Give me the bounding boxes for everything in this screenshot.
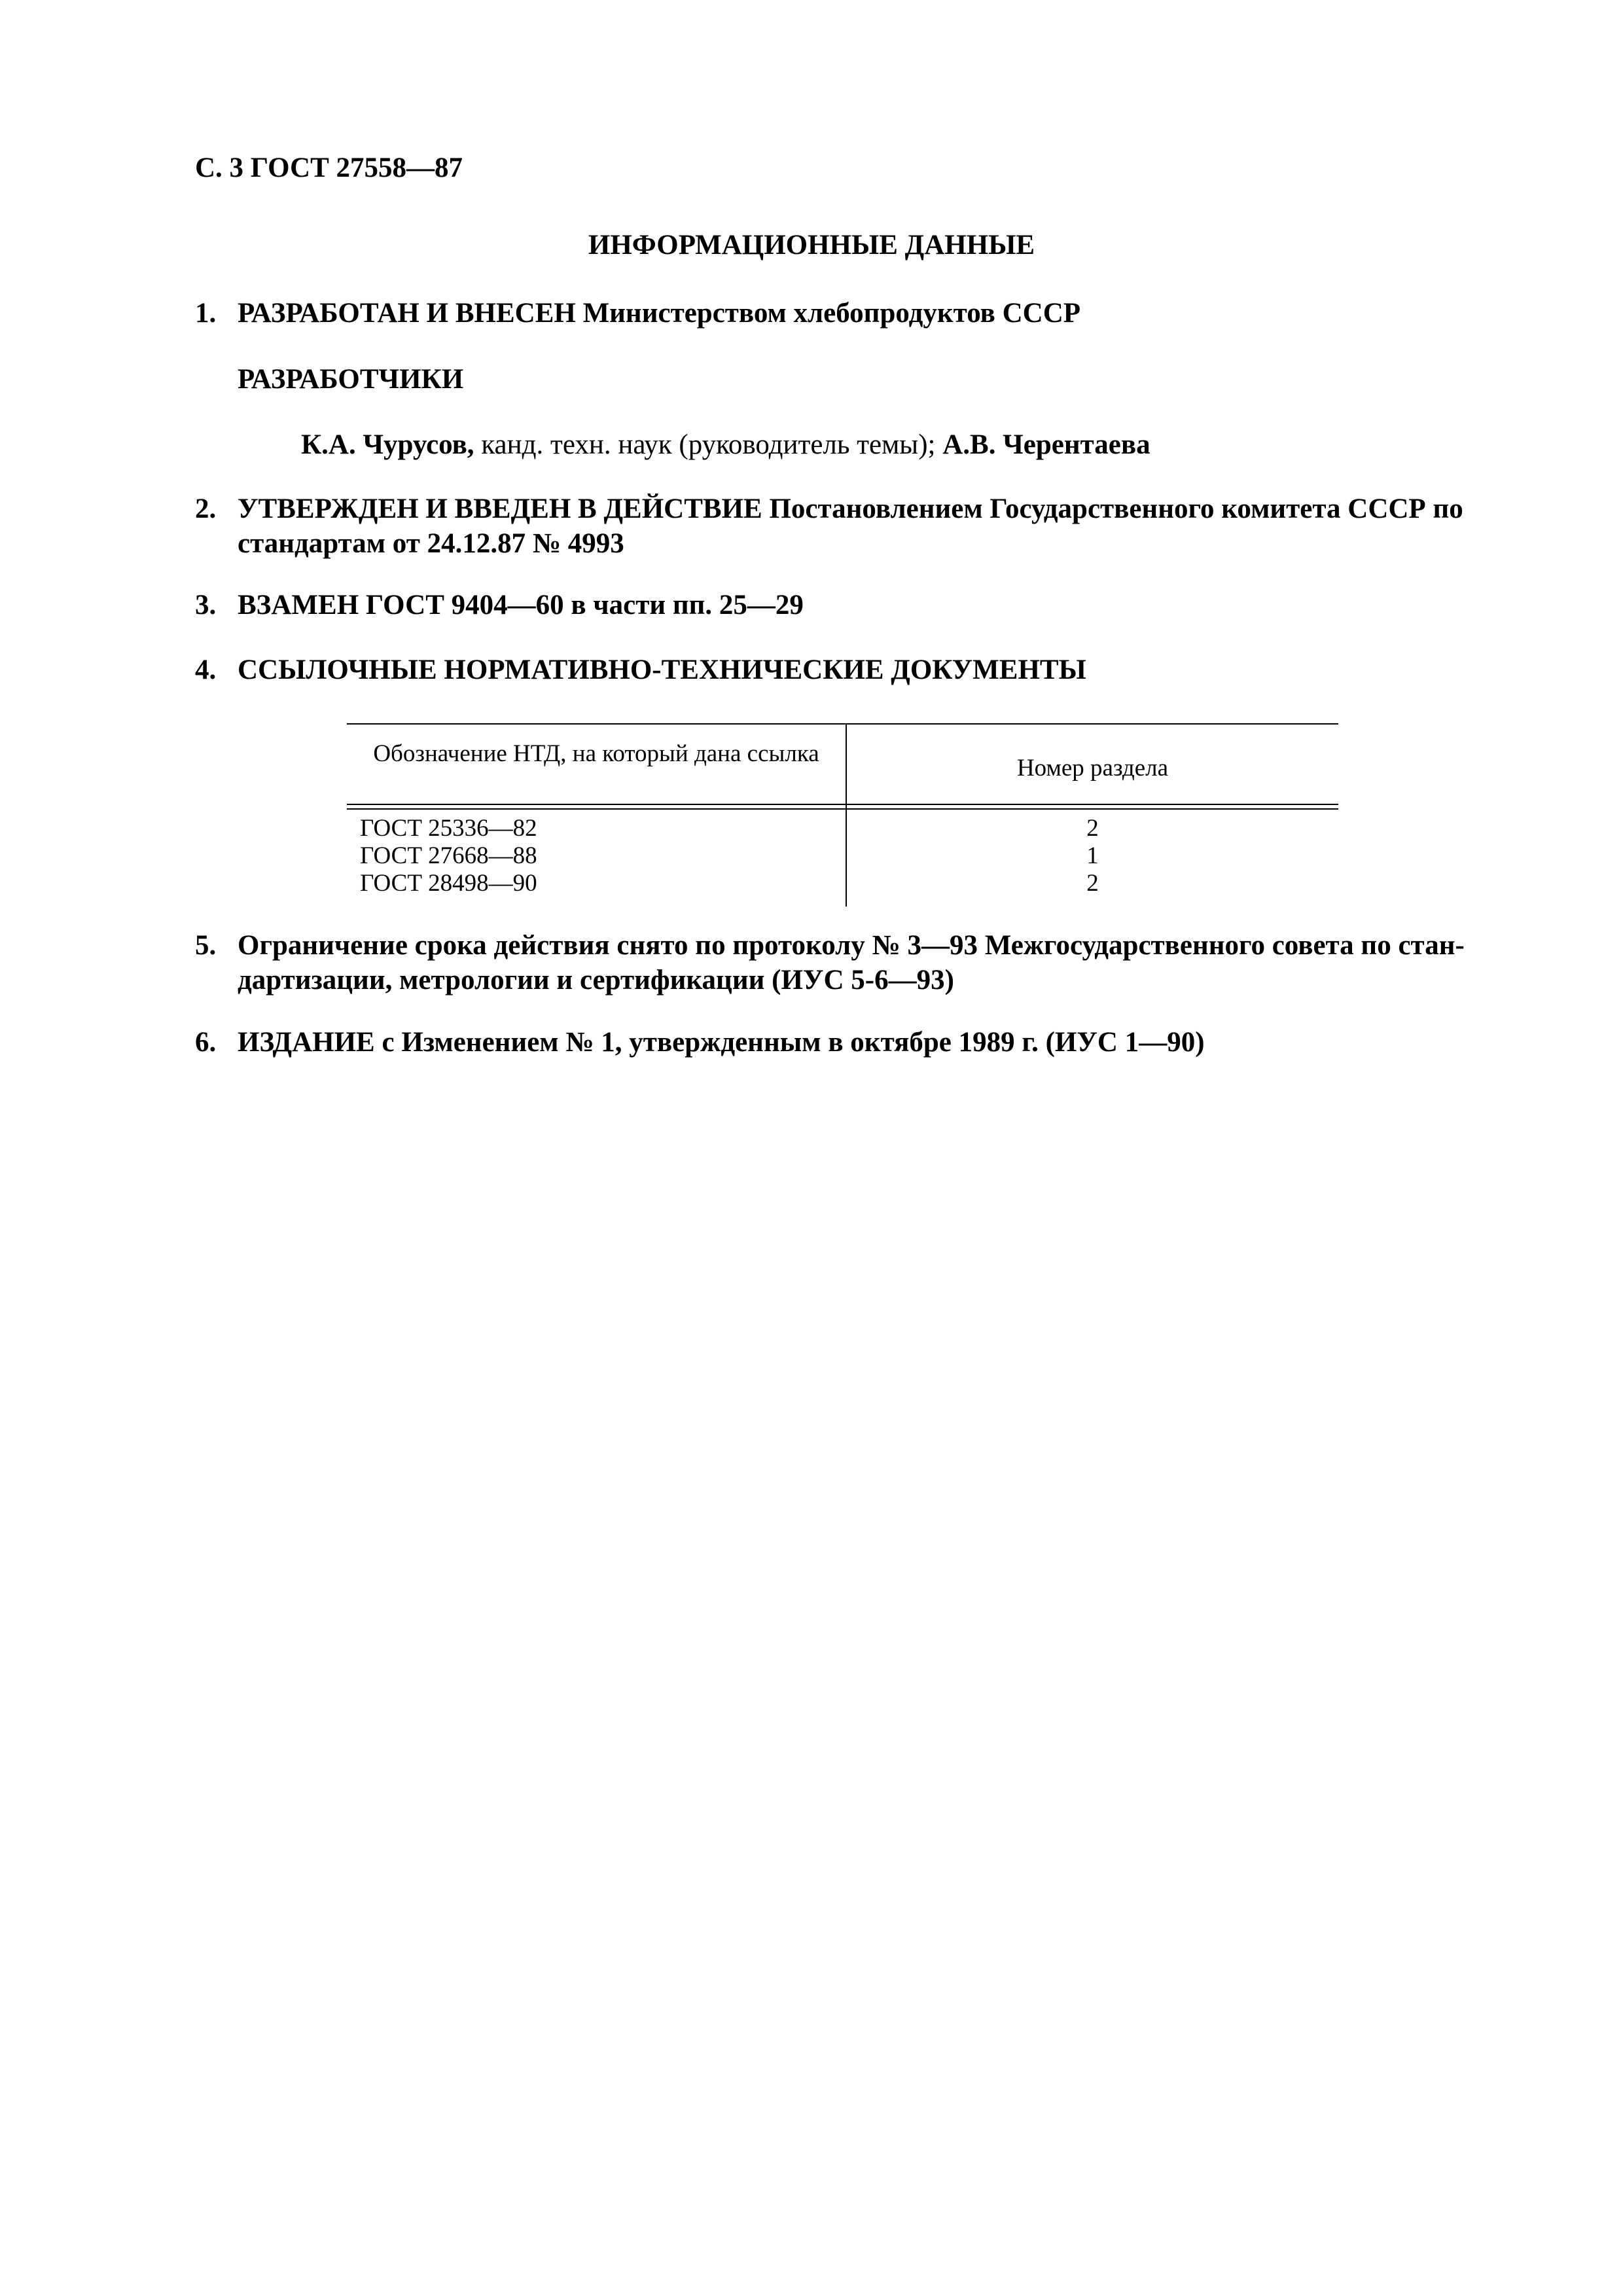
table-cell-section: 2 (1086, 870, 1099, 897)
table-header-section: Номер раздела (1016, 755, 1169, 781)
info-item-6 (195, 1025, 1497, 1060)
info-item-1 (195, 296, 1497, 331)
table-cell-doc: ГОСТ 27668—88 (360, 842, 537, 869)
table-rule (347, 808, 1338, 810)
item-number: 2. (195, 493, 217, 524)
table-row (347, 870, 1338, 897)
table-cell-doc: ГОСТ 25336—82 (360, 815, 537, 842)
item-number: 5. (195, 930, 217, 961)
table-cell-doc: ГОСТ 28498—90 (360, 870, 537, 897)
info-item-2 (195, 492, 1497, 561)
item-text: Ограничение срока действия снято по протоколу № 3—93 Межгосударственного совета по стандартизации, метрологии и сертификации (ИУС 5-6—93) (238, 930, 1465, 996)
developer-name: К.А. Чурусов, (301, 429, 474, 460)
table-cell-section: 1 (1086, 842, 1099, 869)
table-cell-section: 2 (1086, 815, 1099, 842)
item-text: РАЗРАБОТАН И ВНЕСЕН Министерством хлебопродуктов СССР (238, 298, 1081, 329)
table-row (347, 815, 1338, 842)
item-text: ИЗДАНИЕ с Изменением № 1, утвержденным в октябре 1989 г. (ИУС 1—90) (238, 1027, 1205, 1058)
item-text: ВЗАМЕН ГОСТ 9404—60 в части пп. 25—29 (238, 590, 804, 620)
info-item-5 (195, 928, 1497, 997)
developers-heading: РАЗРАБОТЧИКИ (238, 364, 464, 395)
developers-list (301, 429, 1150, 461)
item-number: 1. (195, 298, 217, 329)
page-header: С. 3 ГОСТ 27558—87 (195, 152, 463, 183)
item-number: 4. (195, 655, 217, 685)
table-rule (347, 804, 1338, 805)
table-rule (347, 723, 1338, 725)
developer-role: канд. техн. наук (руководитель темы); (474, 429, 943, 460)
item-text: ССЫЛОЧНЫЕ НОРМАТИВНО-ТЕХНИЧЕСКИЕ ДОКУМЕНТЫ (238, 655, 1086, 685)
info-item-4 (195, 653, 1497, 687)
info-item-3 (195, 588, 1497, 622)
table-row (347, 842, 1338, 870)
item-number: 6. (195, 1027, 217, 1058)
item-text: УТВЕРЖДЕН И ВВЕДЕН В ДЕЙСТВИЕ Постановлением Государственного комитета СССР по стандартам от 24.12.87 № 4993 (238, 493, 1463, 559)
developer-name: А.В. Черентаева (942, 429, 1150, 460)
table-header-doc: Обозначение НТД, на который дана ссылка (373, 740, 819, 767)
item-number: 3. (195, 590, 217, 620)
page-title: ИНФОРМАЦИОННЫЕ ДАННЫЕ (588, 230, 1035, 260)
